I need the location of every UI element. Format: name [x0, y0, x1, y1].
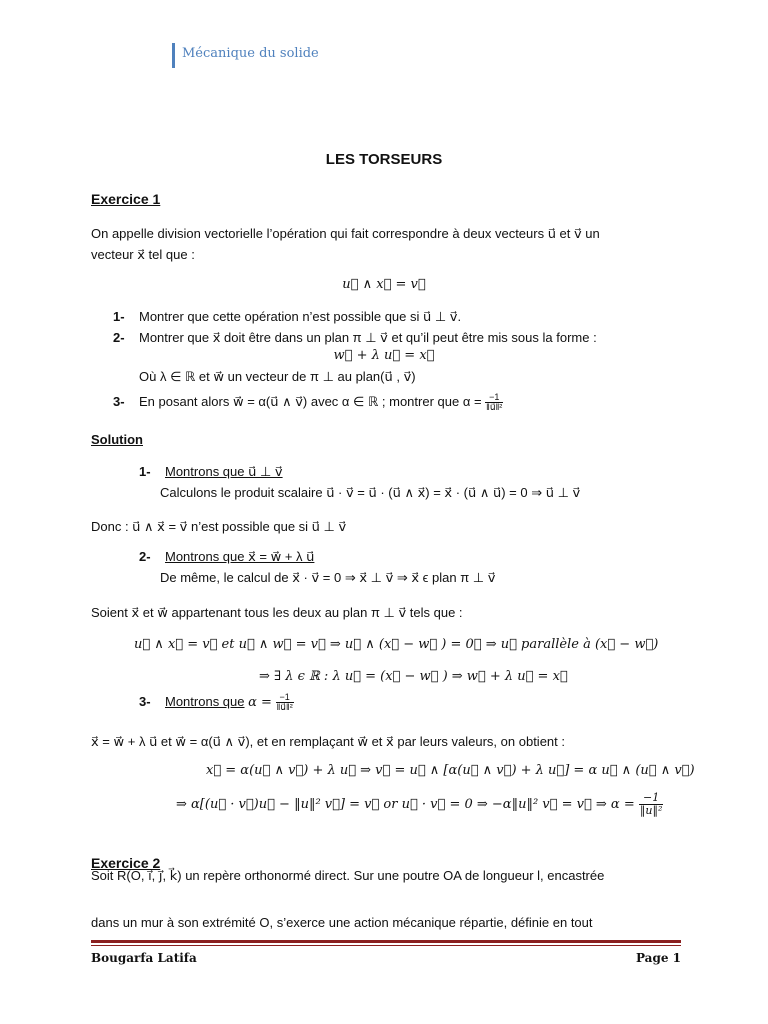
exercise1-equation: u⃗ ∧ x⃗ = v⃗ [342, 277, 426, 292]
step3-fraction: $\frac{-1}{\text{‖u⃗‖²}}$ [276, 692, 293, 712]
question1-number: 1- [113, 309, 125, 324]
equation-d-text: ⇒ α[(u⃗ · v⃗)u⃗ − ‖u‖² v⃗] = v⃗ or u⃗ · v⃗ = 0 ⇒ −α‖u‖² v⃗ = v⃗ ⇒ α = [176, 797, 635, 812]
step2-title: Montrons que x⃗ = w⃗ + λ u⃗ [165, 549, 315, 564]
exercise2-line2: dans un mur à son extrémité O, s’exerce une action mécanique répartie, définie en tout [91, 915, 593, 930]
solution-step1 [139, 464, 283, 480]
solution-equation-b: ⇒ ∃ λ ϵ ℝ : λ u⃗ = (x⃗ − w⃗ ) ⇒ w⃗ + λ u⃗ = x⃗ [259, 669, 568, 684]
document-title: LES TORSEURS [325, 151, 443, 168]
header-title: Mécanique du solide [182, 46, 319, 61]
footer-page-number: Page 1 [635, 951, 681, 965]
exercise1-title: Exercice 1 [91, 191, 161, 207]
header-accent-bar [172, 43, 175, 68]
exercise1-question3 [113, 393, 503, 412]
question2-equation: w⃗ + λ u⃗ = x⃗ [333, 348, 435, 363]
footer-rule-thin [91, 945, 681, 946]
question3-number: 3- [113, 393, 125, 409]
solution-step3 [139, 693, 294, 712]
exercise2-title: Exercice 2 [91, 855, 161, 871]
step1-number: 1- [139, 464, 151, 479]
footer-author: Bougarfa Latifa [91, 951, 197, 965]
step3-alpha: α = [248, 694, 272, 710]
question2-text: Montrer que x⃗ doit être dans un plan π ⊥ v⃗ et qu’il peut être mis sous la forme : [139, 330, 597, 345]
solution-soient: Soient x⃗ et w⃗ appartenant tous les deux au plan π ⊥ v⃗ tels que : [91, 605, 463, 620]
step2-number: 2- [139, 549, 151, 564]
exercise1-intro-line2: vecteur x⃗ tel que : [91, 247, 195, 262]
step1-title: Montrons que u⃗ ⊥ v⃗ [165, 464, 283, 479]
footer-rule-thick [91, 940, 681, 943]
solution-equation-c: x⃗ = α(u⃗ ∧ v⃗) + λ u⃗ ⇒ v⃗ = u⃗ ∧ [α(u⃗ ∧ v⃗) + λ u⃗] = α u⃗ ∧ (u⃗ ∧ v⃗) [206, 763, 695, 778]
solution-donc: Donc : u⃗ ∧ x⃗ = v⃗ n’est possible que si u⃗ ⊥ v⃗ [91, 519, 347, 534]
exercise1-intro-line1: On appelle division vectorielle l’opération qui fait correspondre à deux vecteurs u⃗ et v⃗ un [91, 226, 600, 241]
solution-replace-line: x⃗ = w⃗ + λ u⃗ et w⃗ = α(u⃗ ∧ v⃗), et en remplaçant w⃗ et x⃗ par leurs valeurs, on obtient : [91, 734, 565, 749]
question2-number: 2- [113, 330, 125, 345]
step3-number: 3- [139, 693, 151, 709]
exercise1-question1 [113, 309, 461, 325]
step3-title: Montrons que [165, 693, 245, 709]
step1-line: Calculons le produit scalaire u⃗ · v⃗ = u⃗ · (u⃗ ∧ x⃗) = x⃗ · (u⃗ ∧ u⃗) = 0 ⇒ u⃗ ⊥ v⃗ [160, 485, 581, 500]
question3-fraction: $\frac{-1}{\text{‖u⃗‖²}}$ [486, 392, 503, 412]
solution-title: Solution [91, 432, 143, 447]
exercise2-line1: Soit R(O, ı⃗, ȷ⃗, k⃗) un repère orthonormé direct. Sur une poutre OA de longueur l, encastrée [91, 868, 605, 883]
step2-line: De même, le calcul de x⃗ · v⃗ = 0 ⇒ x⃗ ⊥ v⃗ ⇒ x⃗ ϵ plan π ⊥ v⃗ [160, 570, 496, 585]
question1-text: Montrer que cette opération n’est possible que si u⃗ ⊥ v⃗. [139, 309, 462, 324]
exercise1-question2 [113, 330, 597, 346]
solution-equation-d [176, 792, 663, 817]
equation-d-fraction: $\frac{-1}{\text{‖u‖²}}$ [639, 791, 663, 817]
question2-where: Où λ ∈ ℝ et w⃗ un vecteur de π ⊥ au plan(u⃗ , v⃗) [139, 369, 416, 384]
question3-text: En posant alors w⃗ = α(u⃗ ∧ v⃗) avec α ∈ ℝ ; montrer que α = [139, 393, 482, 409]
solution-equation-a: u⃗ ∧ x⃗ = v⃗ et u⃗ ∧ w⃗ = v⃗ ⇒ u⃗ ∧ (x⃗ − w⃗ ) = 0⃗ ⇒ u⃗ parallèle à (x⃗ − w⃗) [134, 637, 659, 652]
solution-step2 [139, 549, 314, 565]
